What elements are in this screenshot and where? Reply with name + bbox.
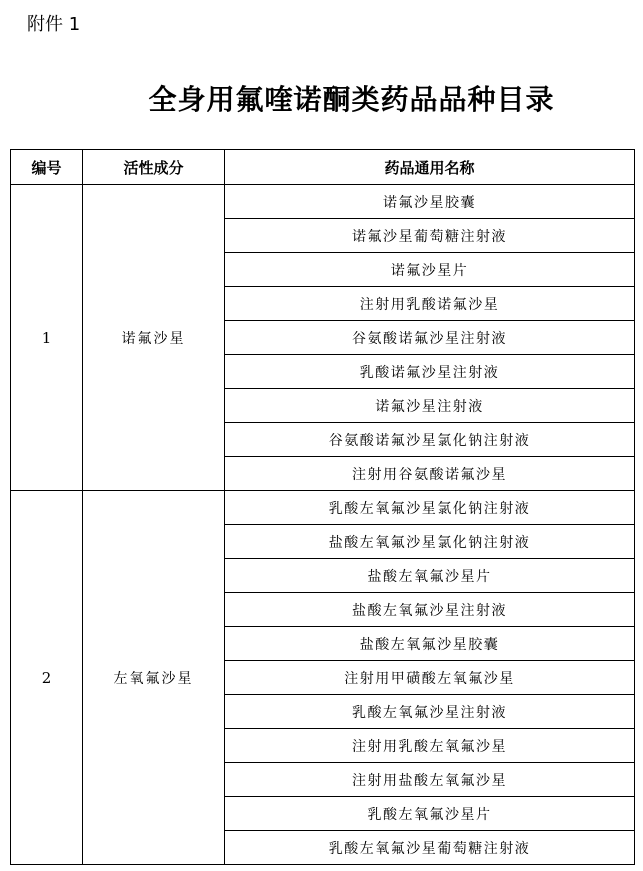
drug-name-cell: 乳酸左氧氟沙星葡萄糖注射液: [225, 831, 635, 865]
attachment-label: 附件 1: [27, 14, 81, 35]
drug-name-cell: 诺氟沙星注射液: [225, 389, 635, 423]
drug-name-cell: 盐酸左氧氟沙星氯化钠注射液: [225, 525, 635, 559]
drug-name-cell: 注射用乳酸左氧氟沙星: [225, 729, 635, 763]
group-number: 1: [11, 185, 83, 491]
drug-name-cell: 谷氨酸诺氟沙星注射液: [225, 321, 635, 355]
drug-name-cell: 诺氟沙星片: [225, 253, 635, 287]
drug-name-cell: 注射用乳酸诺氟沙星: [225, 287, 635, 321]
table-header-row: [11, 150, 635, 185]
drug-name-cell: 注射用谷氨酸诺氟沙星: [225, 457, 635, 491]
drug-name-cell: 注射用甲磺酸左氧氟沙星: [225, 661, 635, 695]
drug-name-cell: 乳酸诺氟沙星注射液: [225, 355, 635, 389]
header-ingredient: 活性成分: [83, 150, 225, 185]
drug-name-cell: 盐酸左氧氟沙星注射液: [225, 593, 635, 627]
active-ingredient: 诺氟沙星: [83, 185, 225, 491]
table-body: [11, 185, 635, 865]
drug-name-cell: 乳酸左氧氟沙星片: [225, 797, 635, 831]
table-row: [11, 185, 635, 219]
drug-name-cell: 乳酸左氧氟沙星注射液: [225, 695, 635, 729]
header-drug-name: 药品通用名称: [225, 150, 635, 185]
table-row: [11, 491, 635, 525]
drug-name-cell: 盐酸左氧氟沙星片: [225, 559, 635, 593]
document-title: 全身用氟喹诺酮类药品品种目录: [148, 83, 555, 116]
drug-name-cell: 注射用盐酸左氧氟沙星: [225, 763, 635, 797]
header-number: 编号: [11, 150, 83, 185]
drug-catalog-table: [10, 149, 635, 865]
group-number: 2: [11, 491, 83, 865]
drug-name-cell: 盐酸左氧氟沙星胶囊: [225, 627, 635, 661]
drug-name-cell: 诺氟沙星葡萄糖注射液: [225, 219, 635, 253]
drug-name-cell: 谷氨酸诺氟沙星氯化钠注射液: [225, 423, 635, 457]
active-ingredient: 左氧氟沙星: [83, 491, 225, 865]
drug-name-cell: 乳酸左氧氟沙星氯化钠注射液: [225, 491, 635, 525]
drug-name-cell: 诺氟沙星胶囊: [225, 185, 635, 219]
